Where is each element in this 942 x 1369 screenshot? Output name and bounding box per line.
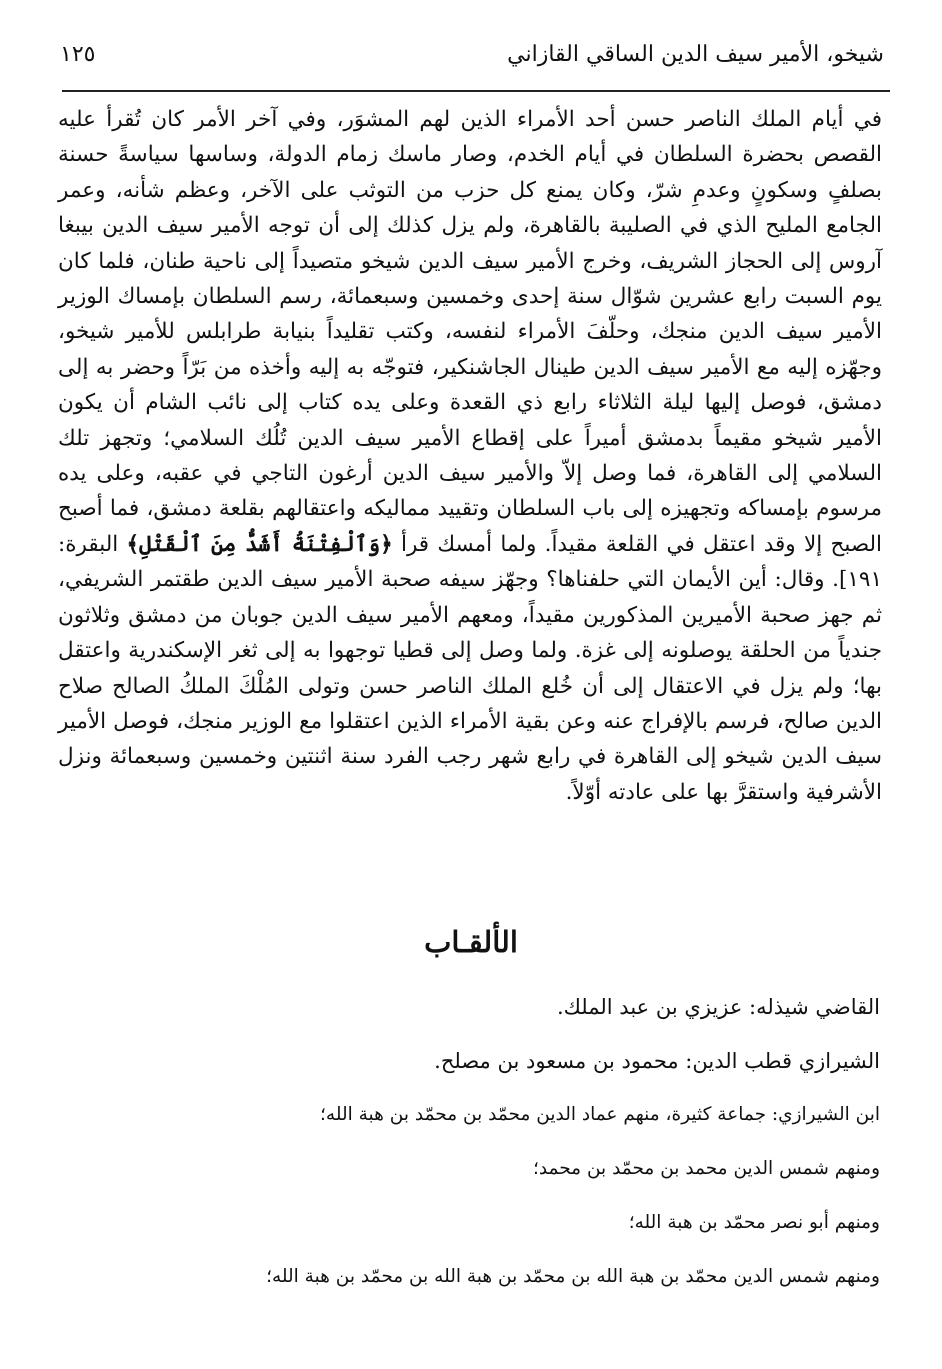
header-rule xyxy=(62,90,890,92)
body-paragraph xyxy=(58,102,882,810)
running-title: شيخو، الأمير سيف الدين الساقي القازاني xyxy=(507,42,884,67)
alqab-entry: ومنهم شمس الدين محمد بن محمّد بن محمد؛ xyxy=(532,1158,880,1179)
alqab-entries-list xyxy=(58,980,880,1304)
alqab-entry: الشيرازي قطب الدين: محمود بن مسعود بن مصلح. xyxy=(434,1049,880,1073)
paragraph-text-before-verse: في أيام الملك الناصر حسن أحد الأمراء الذين لهم المشوَر، وفي آخر الأمر كان تُقرأ عليه القصص بحضرة السلطان في أيام الخدم، وصار ماسك زمام الدولة، وساسها سياسةً حسنة بصلفٍ وسكونٍ وعدمِ شرّ، وكان يمنع كل حزب من التوثب على الآخر، وعظم شأنه، وعمر الجامع المليح الذي في الصليبة بالقاهرة، ولم يزل كذلك إلى أن توجه الأمير سيف الدين بيبغا آروس إلى الحجاز الشريف، وخرج الأمير سيف الدين شيخو متصيداً إلى ناحية طنان، فلما كان يوم السبت رابع عشرين شوّال سنة إحدى وخمسين وسبعمائة، رسم السلطان بإمساك الوزير الأمير سيف الدين منجك، وحلّفَ الأمراء لنفسه، وكتب تقليداً بنيابة طرابلس للأمير شيخو، وجهّزه إليه مع الأمير سيف الدين طينال الجاشنكير، فتوجّه به إليه وأخذه من بَرّاً وحضر به إلى دمشق، فوصل إليها ليلة الثلاثاء رابع ذي القعدة وعلى يده كتاب إلى نائب الشام أن يكون الأمير شيخو مقيماً بدمشق أميراً على إقطاع الأمير سيف الدين تُلُك السلامي؛ وتجهز تلك السلامي إلى القاهرة، فما وصل إلاّ والأمير سيف الدين أرغون التاجي في عقبه، وعلى يده مرسوم بإمساكه وتجهيزه إلى باب السلطان وتقييد مماليكه واعتقالهم بقلعة دمشق، فما أصبح الصبح إلا وقد اعتقل في القلعة مقيداً. ولما أمسك قرأ xyxy=(58,107,883,557)
section-heading: الألقـاب xyxy=(424,925,518,959)
alqab-entry: القاضي شيذله: عزيزي بن عبد الملك. xyxy=(556,995,880,1019)
alqab-entry: ومنهم شمس الدين محمّد بن هبة الله بن محمّد بن هبة الله بن محمّد بن هبة الله؛ xyxy=(266,1266,880,1287)
alqab-entry: ومنهم أبو نصر محمّد بن هبة الله؛ xyxy=(628,1212,880,1233)
page-number: ١٢٥ xyxy=(60,42,96,67)
paragraph-text-after-verse: البقرة: ١٩١]. وقال: أين الأيمان التي حلفناها؟ وجهّز سيفه صحبة الأمير سيف الدين طقتمر الشريفي، ثم جهز صحبة الأميرين المذكورين مقيداً، ومعهم الأمير سيف الدين جوبان من دمشق وثلاثون جندياً من الحلقة يوصلونه إلى غزة. ولما وصل إلى قطيا توجهوا به إلى ثغر الإسكندرية واعتقل بها؛ ولم يزل في الاعتقال إلى أن خُلع الملك الناصر حسن وتولى المُلْكَ الملكُ الصالح صلاح الدين صالح، فرسم بالإفراج عنه وعن بقية الأمراء الذين اعتقلوا مع الوزير منجك، فوصل الأمير سيف الدين شيخو إلى القاهرة في رابع شهر رجب الفرد سنة اثنتين وخمسين وسبعمائة ونزل الأشرفية واستقرَّ بها على عادته أوّلاً. xyxy=(58,531,882,805)
alqab-entry: ابن الشيرازي: جماعة كثيرة، منهم عماد الدين محمّد بن محمّد بن هبة الله؛ xyxy=(320,1104,880,1125)
quran-verse: ﴿وَٱلْفِتْنَةُ أَشَدُّ مِنَ ٱلْقَتْلِ﴾ xyxy=(126,531,393,557)
biography-paragraph xyxy=(58,102,882,810)
running-header xyxy=(58,38,884,82)
